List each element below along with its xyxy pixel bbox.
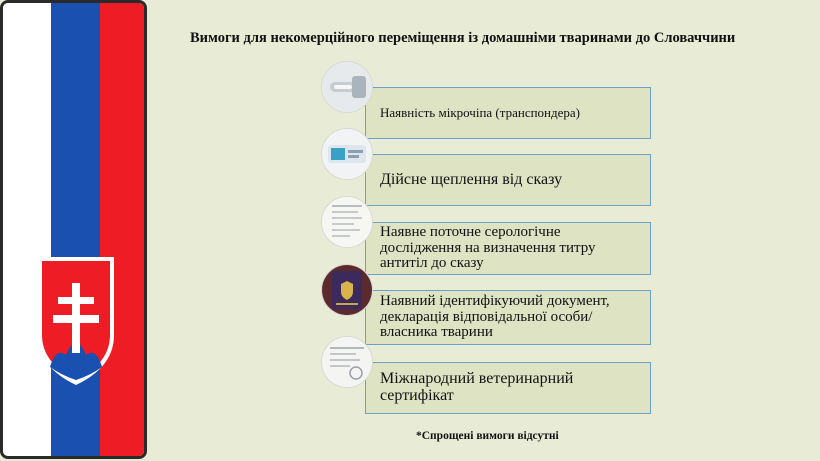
- requirement-text-box: [365, 362, 651, 414]
- requirement-text-box: [365, 87, 651, 139]
- flag-white-stripe: [3, 3, 51, 456]
- requirement-label: Наявний ідентифікуючий документ, декларація відповідальної особи/власника тварини: [380, 292, 610, 341]
- requirement-label: Наявне поточне серологічне дослідження на визначення титру антитіл до сказу: [380, 223, 596, 272]
- requirement-label: Міжнародний ветеринарний сертифікат: [380, 370, 574, 404]
- flag-red-stripe: [100, 3, 147, 456]
- requirement-label: Дійсне щеплення від сказу: [380, 170, 563, 188]
- certificate-icon: [321, 336, 373, 388]
- requirement-label: Наявність мікрочіпа (транспондера): [380, 105, 580, 121]
- microchip-icon: [321, 61, 373, 113]
- footnote: *Спрощені вимоги відсутні: [416, 430, 559, 442]
- requirement-text-box: [365, 222, 651, 275]
- lab-document-icon: [321, 196, 373, 248]
- slovakia-flag: [0, 0, 147, 459]
- page-title: Вимоги для некомерційного переміщення із домашніми тваринами до Словаччини: [190, 30, 736, 46]
- requirement-text-box: [365, 154, 651, 206]
- requirement-text-box: [365, 290, 651, 345]
- vaccine-icon: [321, 128, 373, 180]
- slovak-coat-of-arms-icon: [36, 255, 116, 387]
- flag-blue-stripe: [51, 3, 100, 456]
- passport-icon: [321, 264, 373, 316]
